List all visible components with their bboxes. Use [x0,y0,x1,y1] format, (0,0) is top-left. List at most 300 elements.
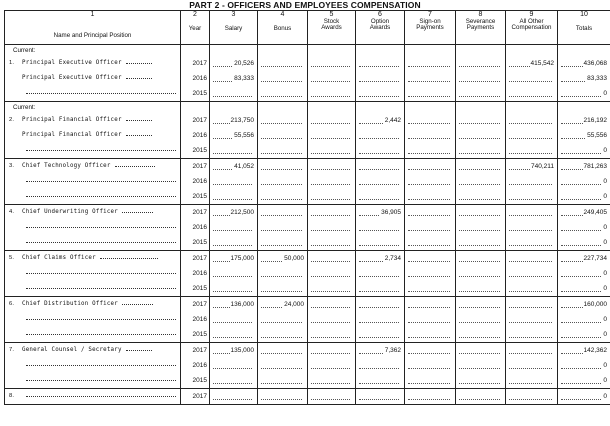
other-compensation-cell-value [553,224,554,231]
salary-cell-value: 213,750 [230,117,254,124]
leader-dots [26,282,176,289]
bonus-cell-value [303,224,304,231]
salary-cell-value [253,393,254,400]
other-compensation-cell-value [553,132,554,139]
empty-cell [456,102,506,114]
stock-awards-cell-value [351,224,352,231]
other-compensation-cell [506,189,558,205]
bonus-cell-value [303,393,304,400]
severance-cell-value [501,316,502,323]
bonus-cell [258,343,308,359]
leader-dots [100,252,158,259]
total-cell [558,373,610,389]
sign-on-cell [405,343,456,359]
salary-cell [210,220,258,235]
severance-cell-value [501,147,502,154]
empty-cell [405,102,456,114]
bonus-cell-value [303,75,304,82]
officer-index: 5. [9,255,15,261]
leader-dots [126,129,153,136]
sign-on-cell [405,389,456,405]
total-cell [558,251,610,267]
other-compensation-cell-value [553,316,554,323]
option-awards-cell-value [400,60,401,67]
compensation-table [4,10,610,405]
sign-on-cell [405,358,456,373]
column-header-sign-on-payments: 7 Sign-on Payments [405,11,456,45]
salary-cell [210,235,258,251]
leader-dots [26,390,176,397]
stock-awards-cell-value [351,255,352,262]
total-cell [558,343,610,359]
bonus-cell-value [303,347,304,354]
empty-cell [210,102,258,114]
stock-awards-cell [308,86,356,102]
stock-awards-cell-value [351,316,352,323]
column-header-totals: 10 Totals [558,11,610,45]
option-awards-cell [356,343,405,359]
severance-cell [456,297,506,313]
officer-index: 3. [9,163,15,169]
option-awards-cell-value [400,90,401,97]
total-cell-value: 55,556 [587,132,607,139]
bonus-cell-value [303,209,304,216]
officer-position [5,297,181,313]
other-compensation-cell [506,389,558,405]
option-awards-cell-value [400,193,401,200]
other-compensation-cell-value [553,239,554,246]
severance-cell-value [501,377,502,384]
bonus-cell [258,358,308,373]
leader-dots [26,87,176,94]
total-cell-value: 0 [603,147,607,154]
bonus-cell-value [303,163,304,170]
severance-cell-value [501,178,502,185]
sign-on-cell-value [451,147,452,154]
stock-awards-cell [308,327,356,343]
salary-cell-value: 136,000 [230,301,254,308]
stock-awards-cell-value [351,362,352,369]
other-compensation-cell-value [553,377,554,384]
year-cell: 2017 [181,159,210,175]
empty-cell [558,45,610,57]
total-cell [558,189,610,205]
bonus-cell-value [303,193,304,200]
leader-dots [26,359,176,366]
empty-cell [506,102,558,114]
severance-cell [456,205,506,221]
bonus-cell [258,235,308,251]
year-cell: 2017 [181,251,210,267]
officer-position [5,281,181,297]
year-cell: 2015 [181,189,210,205]
option-awards-cell-value [400,362,401,369]
stock-awards-cell [308,128,356,143]
current-label: Current: [5,45,181,57]
year-cell: 2017 [181,343,210,359]
salary-cell-value: 135,000 [230,347,254,354]
sign-on-cell [405,266,456,281]
bonus-cell [258,266,308,281]
option-awards-cell [356,159,405,175]
officer-title: Principal Financial Officer [22,117,122,123]
other-compensation-cell-value [553,301,554,308]
other-compensation-cell-value [553,90,554,97]
sign-on-cell-value [451,377,452,384]
option-awards-cell [356,56,405,71]
total-cell-value: 0 [603,331,607,338]
officer-position [5,174,181,189]
other-compensation-cell-value [553,362,554,369]
bonus-cell-value [303,331,304,338]
bonus-cell [258,281,308,297]
total-cell-value: 0 [603,193,607,200]
bonus-cell-value [303,285,304,292]
total-cell-value: 0 [603,377,607,384]
total-cell [558,86,610,102]
severance-cell-value [501,209,502,216]
total-cell-value: 0 [603,224,607,231]
column-header-stock-awards: 5 Stock Awards [308,11,356,45]
stock-awards-cell [308,174,356,189]
empty-cell [456,45,506,57]
stock-awards-cell-value [351,60,352,67]
sign-on-cell [405,281,456,297]
total-cell [558,358,610,373]
officer-position [5,220,181,235]
column-header-name: 1 Name and Principal Position [5,11,181,45]
stock-awards-cell [308,281,356,297]
severance-cell-value [501,132,502,139]
table-row [5,281,610,297]
leader-dots [122,206,153,213]
sign-on-cell [405,128,456,143]
other-compensation-cell-value [553,270,554,277]
salary-cell-value: 20,526 [234,60,254,67]
leader-dots [126,114,153,121]
severance-cell [456,174,506,189]
stock-awards-cell-value [351,117,352,124]
salary-cell [210,281,258,297]
option-awards-cell-value [400,270,401,277]
table-row [5,312,610,327]
stock-awards-cell-value [351,178,352,185]
other-compensation-cell [506,143,558,159]
officer-index: 1. [9,60,15,66]
stock-awards-cell [308,266,356,281]
other-compensation-cell [506,266,558,281]
option-awards-cell-value: 2,442 [384,117,401,124]
sign-on-cell-value [451,301,452,308]
column-header-year: 2 Year [181,11,210,45]
officer-position [5,343,181,359]
salary-cell [210,56,258,71]
officer-position [5,56,181,71]
leader-dots [26,267,176,274]
bonus-cell-value [303,178,304,185]
severance-cell-value [501,331,502,338]
salary-cell-value: 41,052 [234,163,254,170]
year-cell: 2015 [181,327,210,343]
other-compensation-cell [506,205,558,221]
sign-on-cell [405,159,456,175]
officer-position [5,205,181,221]
sign-on-cell-value [451,132,452,139]
column-header-option-awards: 6 Option Awards [356,11,405,45]
other-compensation-cell [506,159,558,175]
table-row [5,159,610,175]
empty-cell [181,45,210,57]
table-row [5,235,610,251]
bonus-cell [258,251,308,267]
officer-index: 8. [9,393,15,399]
empty-cell [356,45,405,57]
salary-cell-value [253,90,254,97]
stock-awards-cell [308,113,356,128]
year-cell: 2017 [181,297,210,313]
stock-awards-cell-value [351,331,352,338]
total-cell [558,71,610,86]
officer-title: Chief Underwriting Officer [22,209,118,215]
sign-on-cell-value [451,285,452,292]
bonus-cell-value [303,147,304,154]
other-compensation-cell-value [553,209,554,216]
total-cell [558,297,610,313]
column-header-bonus: 4 Bonus [258,11,308,45]
officer-title: Chief Claims Officer [22,255,96,261]
year-cell: 2015 [181,373,210,389]
severance-cell-value [501,285,502,292]
leader-dots [26,175,176,182]
option-awards-cell [356,220,405,235]
stock-awards-cell [308,220,356,235]
salary-cell-value [253,224,254,231]
option-awards-cell-value [400,147,401,154]
salary-cell [210,86,258,102]
bonus-cell [258,297,308,313]
severance-cell [456,327,506,343]
total-cell-value: 216,192 [583,117,607,124]
other-compensation-cell [506,86,558,102]
stock-awards-cell [308,235,356,251]
option-awards-cell-value [400,178,401,185]
salary-cell [210,327,258,343]
stock-awards-cell-value [351,393,352,400]
option-awards-cell-value [400,224,401,231]
other-compensation-cell-value [553,331,554,338]
current-label-row [5,45,610,57]
empty-cell [258,102,308,114]
severance-cell-value [501,362,502,369]
salary-cell-value: 83,333 [234,75,254,82]
salary-cell [210,251,258,267]
option-awards-cell-value: 36,905 [381,209,401,216]
total-cell-value: 160,000 [583,301,607,308]
total-cell-value: 781,263 [583,163,607,170]
bonus-cell [258,174,308,189]
year-cell: 2016 [181,358,210,373]
sign-on-cell-value [451,117,452,124]
severance-cell-value [501,270,502,277]
severance-cell [456,235,506,251]
severance-cell [456,251,506,267]
year-cell: 2016 [181,128,210,143]
bonus-cell [258,128,308,143]
severance-cell [456,71,506,86]
severance-cell-value [501,347,502,354]
empty-cell [308,45,356,57]
severance-cell [456,86,506,102]
officer-title: Principal Executive Officer [22,60,122,66]
table-row [5,389,610,405]
table-row [5,113,610,128]
option-awards-cell [356,71,405,86]
sign-on-cell-value [451,270,452,277]
option-awards-cell-value [400,316,401,323]
option-awards-cell-value [400,377,401,384]
severance-cell [456,373,506,389]
table-row [5,189,610,205]
year-cell: 2016 [181,174,210,189]
bonus-cell-value: 24,000 [284,301,304,308]
option-awards-cell [356,174,405,189]
sign-on-cell [405,143,456,159]
stock-awards-cell-value [351,239,352,246]
total-cell [558,159,610,175]
empty-cell [506,45,558,57]
option-awards-cell-value [400,132,401,139]
stock-awards-cell [308,312,356,327]
total-cell-value: 0 [603,239,607,246]
severance-cell [456,220,506,235]
option-awards-cell [356,128,405,143]
officer-position [5,189,181,205]
sign-on-cell [405,327,456,343]
total-cell [558,235,610,251]
total-cell-value: 83,333 [587,75,607,82]
table-row [5,174,610,189]
current-label-row [5,102,610,114]
total-cell [558,220,610,235]
salary-cell-value: 212,500 [230,209,254,216]
year-cell: 2017 [181,113,210,128]
officer-index: 6. [9,301,15,307]
leader-dots [26,374,176,381]
bonus-cell-value [303,316,304,323]
bonus-cell-value [303,117,304,124]
option-awards-cell-value [400,331,401,338]
sign-on-cell-value [451,163,452,170]
total-cell [558,205,610,221]
year-cell: 2017 [181,389,210,405]
leader-dots [126,344,153,351]
total-cell-value: 0 [603,393,607,400]
empty-cell [181,102,210,114]
officer-title: General Counsel / Secretary [22,347,122,353]
table-row [5,266,610,281]
salary-cell [210,266,258,281]
officer-position [5,159,181,175]
option-awards-cell-value [400,163,401,170]
leader-dots [122,298,153,305]
option-awards-cell [356,358,405,373]
stock-awards-cell [308,143,356,159]
total-cell [558,312,610,327]
column-header-severance-payments: 8 Severance Payments [456,11,506,45]
stock-awards-cell-value [351,377,352,384]
year-cell: 2015 [181,86,210,102]
bonus-cell [258,71,308,86]
officer-position [5,312,181,327]
bonus-cell [258,86,308,102]
other-compensation-cell [506,297,558,313]
salary-cell-value [253,331,254,338]
total-cell-value: 142,362 [583,347,607,354]
option-awards-cell-value: 2,734 [384,255,401,262]
other-compensation-cell-value [553,285,554,292]
sign-on-cell [405,297,456,313]
severance-cell [456,113,506,128]
officer-position [5,266,181,281]
stock-awards-cell-value [351,90,352,97]
sign-on-cell [405,174,456,189]
option-awards-cell [356,327,405,343]
sign-on-cell-value [451,224,452,231]
option-awards-cell [356,266,405,281]
sign-on-cell [405,71,456,86]
stock-awards-cell-value [351,209,352,216]
officer-position [5,143,181,159]
salary-cell-value: 175,000 [230,255,254,262]
total-cell-value: 227,734 [583,255,607,262]
sign-on-cell [405,235,456,251]
empty-cell [405,45,456,57]
sign-on-cell-value [451,331,452,338]
bonus-cell [258,389,308,405]
salary-cell [210,113,258,128]
empty-cell [558,102,610,114]
sign-on-cell-value [451,90,452,97]
officer-title: Chief Technology Officer [22,163,111,169]
sign-on-cell [405,220,456,235]
year-cell: 2016 [181,312,210,327]
option-awards-cell [356,113,405,128]
bonus-cell-value [303,60,304,67]
table-row [5,86,610,102]
sign-on-cell-value [451,193,452,200]
severance-cell-value [501,224,502,231]
salary-cell-value [253,285,254,292]
total-cell-value: 0 [603,90,607,97]
total-cell [558,128,610,143]
year-cell: 2016 [181,266,210,281]
table-row [5,358,610,373]
table-row [5,71,610,86]
total-cell-value: 0 [603,178,607,185]
table-row [5,205,610,221]
salary-cell-value [253,147,254,154]
total-cell [558,266,610,281]
severance-cell-value [501,117,502,124]
salary-cell-value [253,377,254,384]
stock-awards-cell-value [351,75,352,82]
total-cell [558,113,610,128]
severance-cell-value [501,60,502,67]
year-cell: 2017 [181,56,210,71]
officer-title: Principal Executive Officer [22,75,122,81]
stock-awards-cell [308,159,356,175]
stock-awards-cell-value [351,163,352,170]
